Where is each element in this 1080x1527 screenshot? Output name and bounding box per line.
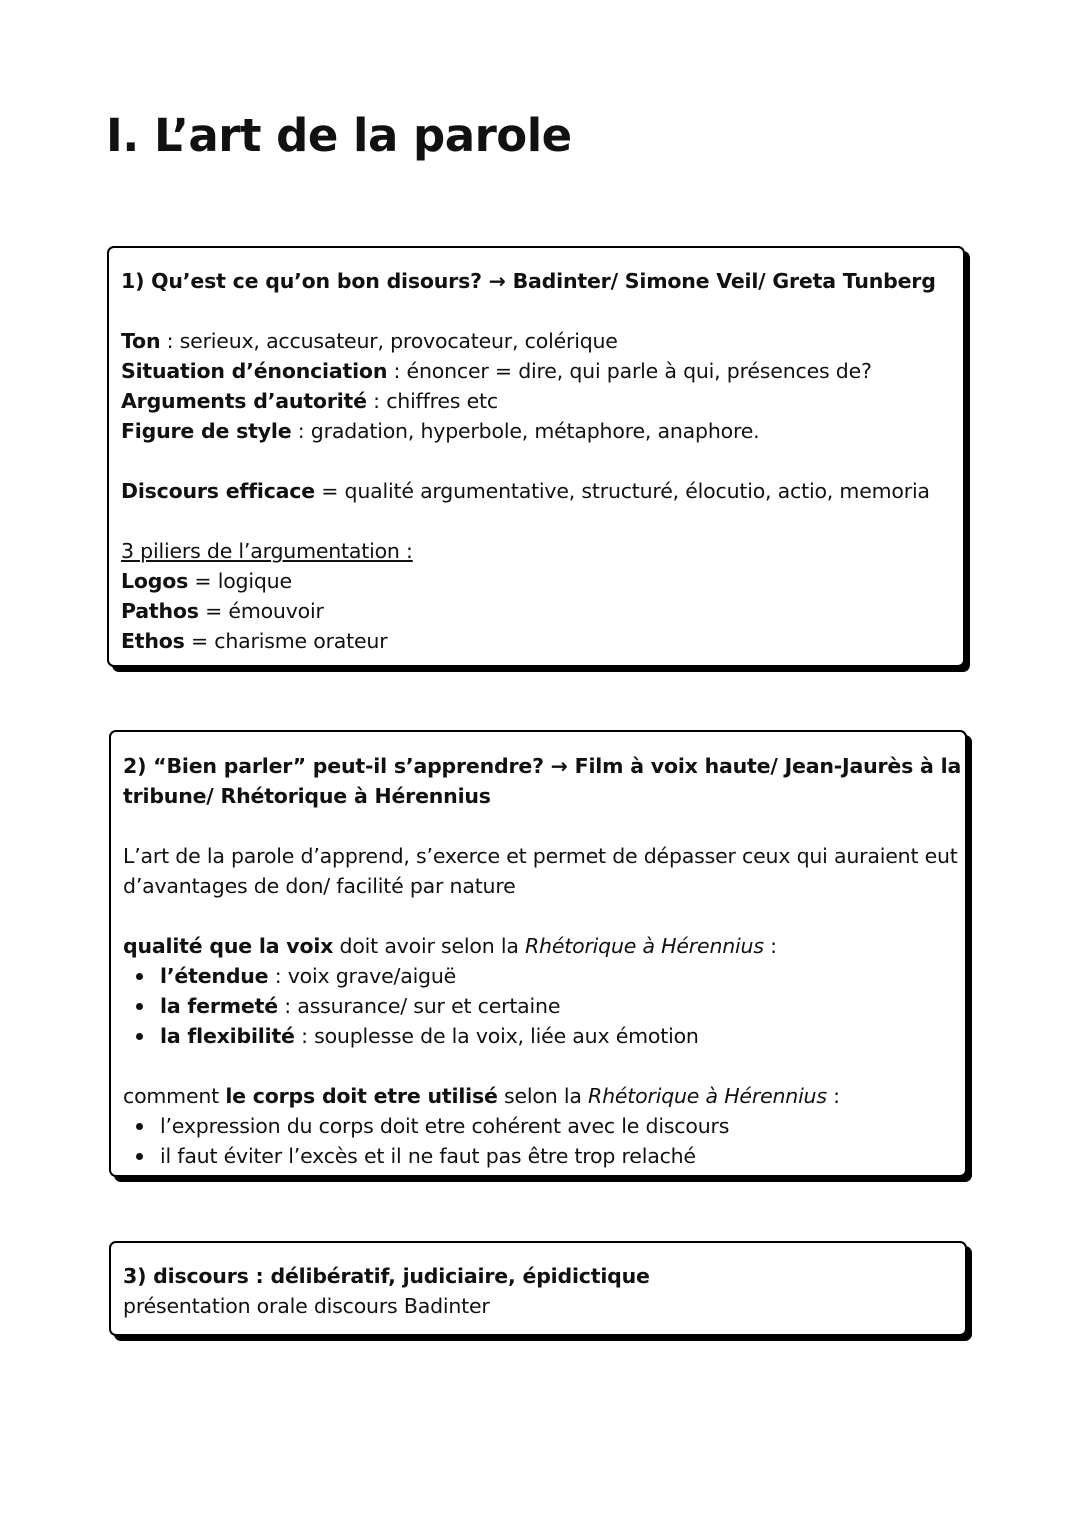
section-card-3 (109, 1241, 967, 1336)
corps-intro: comment le corps doit etre utilisé selon la Rhétorique à Hérennius : (123, 1084, 840, 1108)
page-title: I. L’art de la parole (106, 109, 572, 162)
section-card-1 (107, 246, 965, 667)
definition-line: Arguments d’autorité : chiffres etc (121, 389, 498, 413)
list-item: l’étendue : voix grave/aiguë (160, 961, 953, 991)
spacer (123, 1051, 953, 1081)
corps-list (123, 1111, 953, 1171)
definition-line: Situation d’énonciation : énoncer = dire, qui parle à qui, présences de? (121, 359, 872, 383)
list-item: la flexibilité : souplesse de la voix, liée aux émotion (160, 1021, 953, 1051)
definition-line: Ton : serieux, accusateur, provocateur, colérique (121, 329, 618, 353)
voix-list (123, 961, 953, 1051)
list-item: il faut éviter l’excès et il ne faut pas être trop relaché (160, 1141, 953, 1171)
spacer (123, 901, 953, 931)
piliers-label: 3 piliers de l’argumentation : (121, 539, 413, 563)
spacer (121, 446, 951, 476)
pilier-line: Ethos = charisme orateur (121, 629, 388, 653)
list-item: l’expression du corps doit etre cohérent avec le discours (160, 1111, 953, 1141)
section-2-heading-line-1: 2) “Bien parler” peut-il s’apprendre? → Film à voix haute/ Jean-Jaurès à la (123, 754, 962, 778)
section-1-heading: 1) Qu’est ce qu’on bon disours? → Badinter/ Simone Veil/ Greta Tunberg (121, 269, 936, 293)
spacer (121, 296, 951, 326)
pilier-line: Logos = logique (121, 569, 292, 593)
discours-efficace-line: Discours efficace = qualité argumentative, structuré, élocutio, actio, memoria (121, 479, 930, 503)
section-3-text: présentation orale discours Badinter (123, 1294, 490, 1318)
section-card-2 (109, 730, 967, 1177)
voix-intro: qualité que la voix doit avoir selon la Rhétorique à Hérennius : (123, 934, 777, 958)
spacer (121, 506, 951, 536)
list-item: la fermeté : assurance/ sur et certaine (160, 991, 953, 1021)
spacer (123, 811, 953, 841)
pilier-line: Pathos = émouvoir (121, 599, 324, 623)
section-2-heading-line-2: tribune/ Rhétorique à Hérennius (123, 784, 491, 808)
section-3-heading: 3) discours : délibératif, judiciaire, épidictique (123, 1264, 650, 1288)
paragraph-line: L’art de la parole d’apprend, s’exerce et permet de dépasser ceux qui auraient eut (123, 844, 958, 868)
paragraph-line: d’avantages de don/ facilité par nature (123, 874, 516, 898)
definition-line: Figure de style : gradation, hyperbole, métaphore, anaphore. (121, 419, 760, 443)
